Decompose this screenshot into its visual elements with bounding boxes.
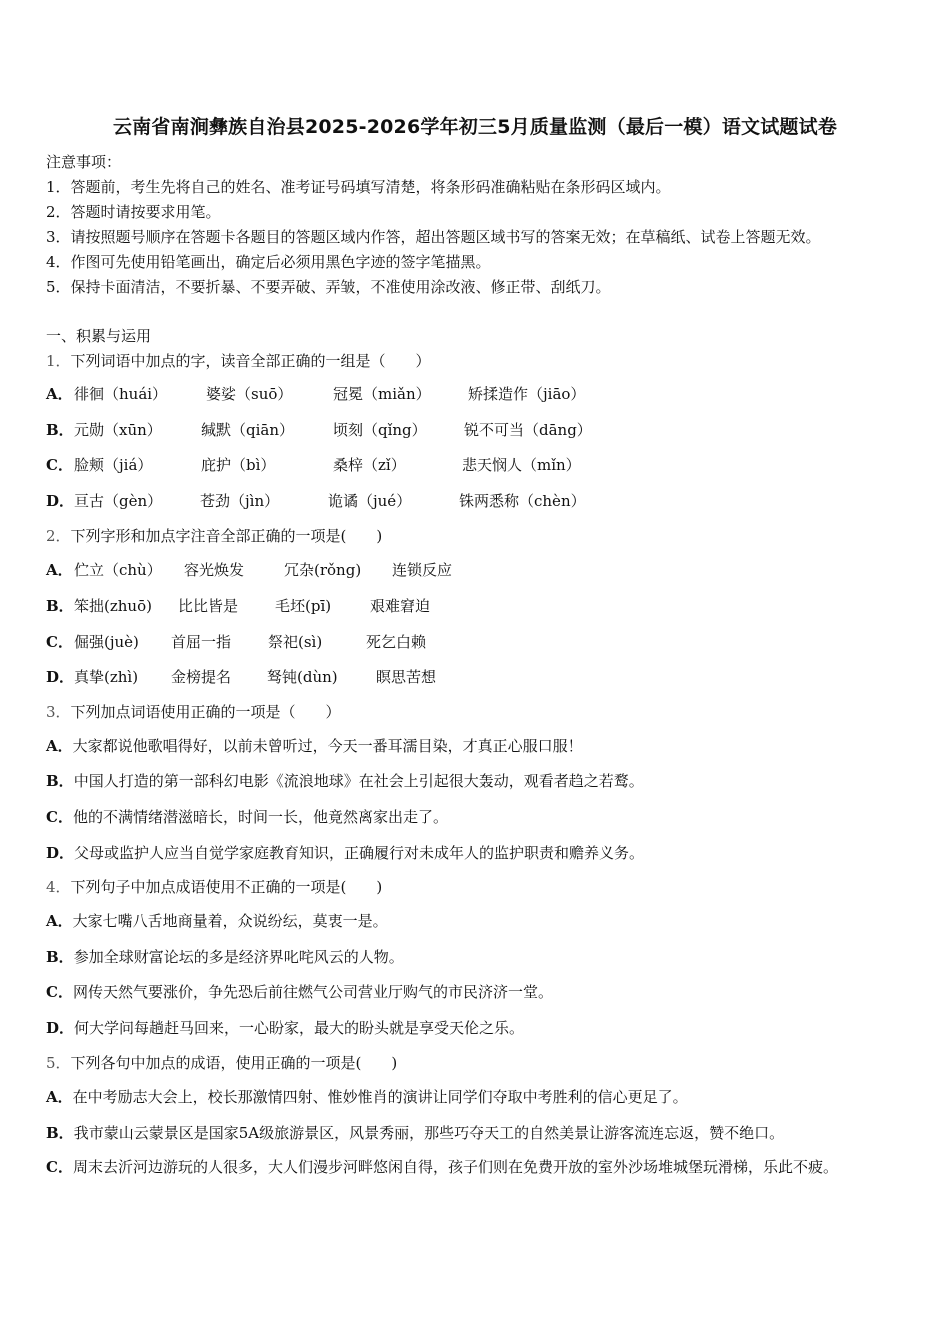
question-4-option-c	[46, 982, 553, 1002]
notice-item: 5．保持卡面清洁，不要折暴、不要弄破、弄皱，不准使用涂改液、修正带、刮纸刀。	[46, 278, 611, 296]
question-number: 2．	[46, 527, 71, 545]
option-label: C．	[46, 983, 73, 1001]
question-3-stem	[46, 702, 341, 722]
option-item: 连锁反应	[392, 561, 453, 579]
option-label: C．	[46, 456, 73, 474]
option-item: 脸颊（jiá）	[74, 456, 153, 474]
question-number: 4．	[46, 878, 71, 896]
option-text: 大家都说他歌唱得好，以前未曾听过，今天一番耳濡目染，才真正心服口服！	[72, 737, 583, 755]
option-item: 倔强(juè)	[74, 633, 139, 651]
section-heading: 一、积累与运用	[46, 327, 152, 345]
question-3-option-d	[46, 843, 644, 863]
option-item: 瞑思苦想	[376, 668, 437, 686]
question-text: 下列加点词语使用正确的一项是（ ）	[70, 703, 341, 721]
option-label: C．	[46, 808, 73, 826]
option-text: 周末去沂河边游玩的人很多，大人们漫步河畔悠闲自得，孩子们则在免费开放的室外沙场堆城堡玩滑梯，乐此不疲。	[72, 1158, 838, 1176]
question-5-option-a	[46, 1087, 688, 1107]
option-label: A．	[46, 912, 73, 930]
option-item: 驽钝(dùn)	[267, 668, 338, 686]
option-item: 首屈一指	[171, 633, 232, 651]
question-4-option-b	[46, 947, 404, 967]
notice-item: 2．答题时请按要求用笔。	[46, 203, 221, 221]
notice-item: 3．请按照题号顺序在答题卡各题目的答题区域内作答，超出答题区域书写的答案无效；在草稿纸、试卷上答题无效。	[46, 228, 821, 246]
question-text: 下列各句中加点的成语，使用正确的一项是( )	[70, 1054, 398, 1072]
option-label: A．	[46, 385, 73, 403]
option-text: 我市蒙山云蒙景区是国家5A级旅游景区，风景秀丽，那些巧夺天工的自然美景让游客流连忘返，赞不绝口。	[73, 1124, 785, 1142]
option-text: 网传天然气要涨价，争先恐后前往燃气公司营业厅购气的市民济济一堂。	[72, 983, 553, 1001]
question-5-option-c	[46, 1150, 904, 1184]
question-number: 5．	[46, 1054, 71, 1072]
option-text: 父母或监护人应当自觉学家庭教育知识，正确履行对未成年人的监护职责和赡养义务。	[74, 844, 645, 862]
option-label: A．	[46, 561, 73, 579]
question-3-option-b	[46, 771, 644, 791]
option-text: 参加全球财富论坛的多是经济界叱咤风云的人物。	[73, 948, 404, 966]
option-item: 金榜提名	[171, 668, 232, 686]
option-label: D．	[46, 492, 75, 510]
question-4-stem	[46, 877, 382, 897]
option-label: B．	[46, 948, 74, 966]
question-1-stem	[46, 351, 431, 371]
option-text: 中国人打造的第一部科幻电影《流浪地球》在社会上引起很大轰动，观看者趋之若鹜。	[73, 772, 644, 790]
notice-heading: 注意事项：	[46, 153, 122, 171]
option-label: B．	[46, 1124, 74, 1142]
option-item: 庇护（bì）	[201, 456, 276, 474]
option-label: D．	[46, 668, 75, 686]
question-5-option-b	[46, 1123, 784, 1143]
option-item: 伫立（chù）	[74, 561, 162, 579]
option-item: 婆娑（suō）	[206, 385, 293, 403]
question-text: 下列句子中加点成语使用不正确的一项是( )	[70, 878, 383, 896]
option-label: C．	[46, 1158, 73, 1176]
option-item: 顷刻（qǐng）	[333, 421, 427, 439]
option-label: B．	[46, 597, 74, 615]
option-text: 何大学问每趟赶马回来，一心盼家，最大的盼头就是享受天伦之乐。	[74, 1019, 525, 1037]
option-text: 他的不满情绪潜滋暗长，时间一长，他竟然离家出走了。	[72, 808, 448, 826]
option-item: 艰难窘迫	[370, 597, 431, 615]
option-item: 笨拙(zhuō)	[74, 597, 152, 615]
option-label: D．	[46, 844, 75, 862]
option-item: 徘徊（huái）	[74, 385, 168, 403]
option-item: 毛坯(pī)	[275, 597, 332, 615]
question-number: 1．	[46, 352, 71, 370]
notice-item: 1．答题前，考生先将自己的姓名、准考证号码填写清楚，将条形码准确粘贴在条形码区域内。	[46, 178, 671, 196]
notice-item: 4．作图可先使用铅笔画出，确定后必须用黑色字迹的签字笔描黑。	[46, 253, 491, 271]
question-5-stem	[46, 1053, 397, 1073]
option-label: D．	[46, 1019, 75, 1037]
option-item: 桑梓（zǐ）	[333, 456, 406, 474]
option-item: 祭祀(sì)	[268, 633, 323, 651]
question-number: 3．	[46, 703, 71, 721]
question-3-option-a	[46, 736, 583, 756]
option-item: 冗杂(rǒng)	[284, 561, 362, 579]
question-text: 下列词语中加点的字，读音全部正确的一组是（ ）	[70, 352, 431, 370]
option-item: 比比皆是	[178, 597, 239, 615]
option-item: 容光焕发	[184, 561, 245, 579]
option-text: 在中考励志大会上，校长那激情四射、惟妙惟肖的演讲让同学们夺取中考胜利的信心更足了。	[72, 1088, 688, 1106]
option-item: 诡谲（jué）	[328, 492, 412, 510]
option-label: A．	[46, 1088, 73, 1106]
option-label: B．	[46, 421, 74, 439]
option-item: 真挚(zhì)	[74, 668, 139, 686]
option-item: 矫揉造作（jiāo）	[468, 385, 586, 403]
option-item: 锐不可当（dāng）	[464, 421, 592, 439]
option-label: C．	[46, 633, 73, 651]
option-item: 冠冕（miǎn）	[333, 385, 431, 403]
option-label: B．	[46, 772, 74, 790]
option-text: 大家七嘴八舌地商量着，众说纷纭，莫衷一是。	[72, 912, 388, 930]
option-item: 亘古（gèn）	[74, 492, 163, 510]
option-item: 缄默（qiān）	[201, 421, 295, 439]
option-item: 元勋（xūn）	[74, 421, 162, 439]
question-4-option-d	[46, 1018, 524, 1038]
page-title: 云南省南涧彝族自治县2025-2026学年初三5月质量监测（最后一模）语文试题试卷	[112, 116, 838, 138]
option-item: 苍劲（jìn）	[200, 492, 280, 510]
option-item: 铢两悉称（chèn）	[459, 492, 586, 510]
question-text: 下列字形和加点字注音全部正确的一项是( )	[70, 527, 383, 545]
question-3-option-c	[46, 807, 448, 827]
question-2-stem	[46, 526, 382, 546]
option-item: 悲天悯人（mǐn）	[462, 456, 581, 474]
option-label: A．	[46, 737, 73, 755]
question-4-option-a	[46, 911, 388, 931]
option-item: 死乞白赖	[366, 633, 427, 651]
